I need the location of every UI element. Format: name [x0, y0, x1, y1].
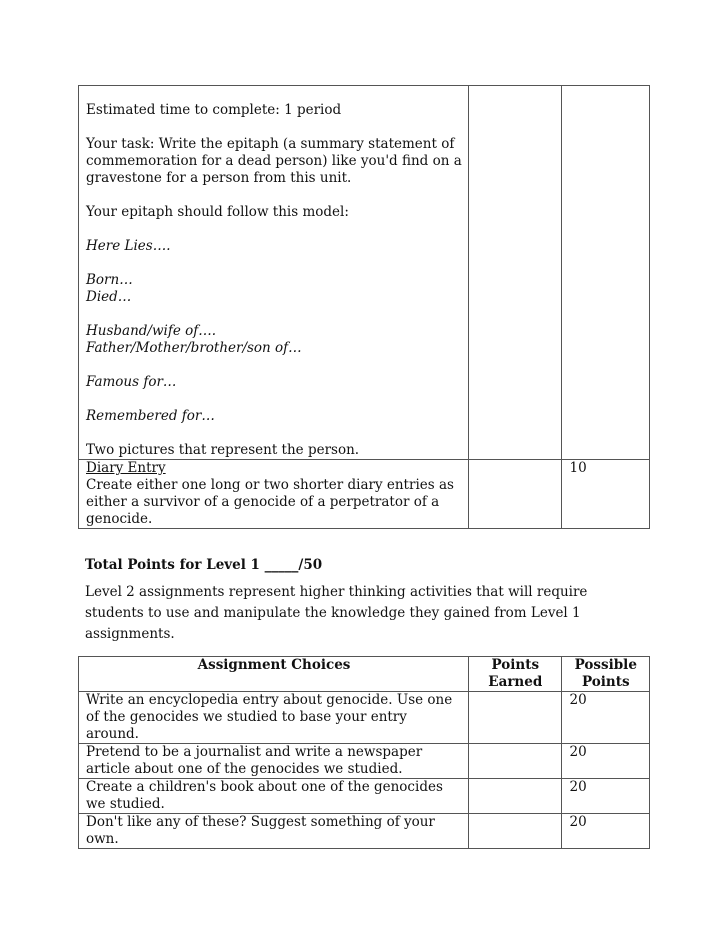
model-died: Died…	[86, 289, 132, 305]
points-earned-cell	[469, 779, 561, 814]
pictures-requirement: Two pictures that represent the person.	[86, 442, 360, 458]
model-famous: Famous for…	[86, 374, 177, 390]
table-row	[79, 460, 650, 529]
epitaph-assignment-cell	[79, 86, 469, 460]
model-husband: Husband/wife of….	[86, 323, 217, 339]
table-header-row	[79, 657, 650, 692]
model-remembered: Remembered for…	[86, 408, 215, 424]
possible-points-cell: 10	[561, 460, 649, 529]
model-father: Father/Mother/brother/son of…	[86, 340, 302, 356]
assignment-choice: Create a children's book about one of the genocides we studied.	[79, 779, 469, 814]
model-intro: Your epitaph should follow this model:	[86, 204, 349, 220]
points-earned-cell	[469, 692, 561, 744]
table-row	[79, 86, 650, 460]
model-born: Born…	[86, 272, 133, 288]
possible-points-cell: 20	[561, 779, 649, 814]
task-description: Your task: Write the epitaph (a summary statement of commemoration for a dead person) like you'd find on a gravestone for a person from this unit.	[86, 136, 462, 186]
table-row	[79, 814, 650, 849]
assignment-choice: Don't like any of these? Suggest something of your own.	[79, 814, 469, 849]
level2-assignments-table	[78, 656, 650, 849]
table-row	[79, 692, 650, 744]
possible-points-cell	[561, 86, 649, 460]
table-row	[79, 779, 650, 814]
model-here-lies: Here Lies….	[86, 238, 171, 254]
level1-assignments-table	[78, 85, 650, 529]
total-points-level1: Total Points for Level 1 _____/50	[85, 557, 323, 573]
header-assignment-choices: Assignment Choices	[79, 657, 469, 692]
diary-assignment-cell	[79, 460, 469, 529]
estimated-time: Estimated time to complete: 1 period	[86, 102, 342, 118]
assignment-choice: Pretend to be a journalist and write a newspaper article about one of the genocides we studied.	[79, 744, 469, 779]
points-earned-cell	[469, 86, 561, 460]
header-possible-points: Possible Points	[561, 657, 649, 692]
possible-points-cell: 20	[561, 692, 649, 744]
points-earned-cell	[469, 744, 561, 779]
header-points-earned: Points Earned	[469, 657, 561, 692]
possible-points-cell: 20	[561, 814, 649, 849]
assignment-choice: Write an encyclopedia entry about genocide. Use one of the genocides we studied to base your entry around.	[79, 692, 469, 744]
diary-entry-title: Diary Entry	[86, 460, 166, 476]
level2-description: Level 2 assignments represent higher thinking activities that will require students to use and manipulate the knowledge they gained from Level 1 assignments.	[85, 584, 588, 642]
points-earned-cell	[469, 460, 561, 529]
points-earned-cell	[469, 814, 561, 849]
table-row	[79, 744, 650, 779]
possible-points-cell: 20	[561, 744, 649, 779]
diary-entry-description: Create either one long or two shorter diary entries as either a survivor of a genocide of a perpetrator of a genocide.	[86, 477, 454, 527]
